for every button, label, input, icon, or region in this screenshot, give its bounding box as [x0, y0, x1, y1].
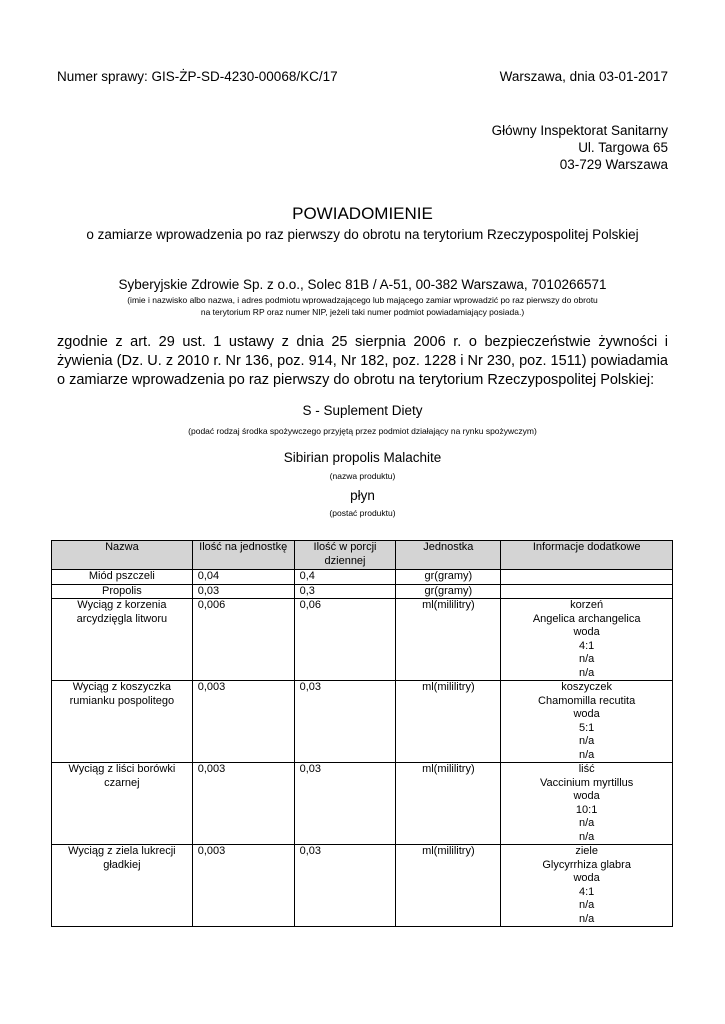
header-name: Nazwa	[52, 541, 193, 570]
recipient-street: Ul. Targowa 65	[578, 140, 668, 155]
food-category: S - Suplement Diety	[302, 403, 423, 418]
cell-per-unit: 0,006	[192, 599, 294, 681]
company-note-line1: (imie i nazwisko albo nazwa, i adres podmiotu wprowadzającego lub mającego zamiar wprowadzić po raz pierwszy do obrotu	[127, 295, 598, 305]
info-extra: n/a	[578, 666, 595, 679]
ingredients-table	[51, 540, 673, 927]
table-row	[52, 845, 673, 927]
table-row	[52, 584, 673, 599]
case-number: Numer sprawy: GIS-ŻP-SD-4230-00068/KC/17	[57, 69, 338, 84]
cell-info	[501, 584, 673, 599]
product-name: Sibirian propolis Malachite	[283, 450, 442, 465]
info-extra: n/a	[578, 735, 595, 747]
cell-per-unit: 0,03	[192, 584, 294, 599]
cell-daily: 0,03	[294, 681, 396, 763]
info-ratio: 10:1	[575, 803, 598, 816]
header-per-unit: Ilość na jednostkę	[192, 541, 294, 570]
info-ratio: 4:1	[578, 885, 595, 898]
table-row	[52, 599, 673, 681]
company-note-line2: na terytorium RP oraz numer NIP, jeżeli taki numer podmiot powiadamiający posiada.)	[200, 307, 525, 317]
cell-name: Miód pszczeli	[52, 570, 193, 585]
cell-unit: gr(gramy)	[396, 570, 501, 585]
notice-subtitle: o zamiarze wprowadzenia po raz pierwszy do obrotu na terytorium Rzeczypospolitej Polskiej	[86, 227, 639, 242]
cell-info	[501, 845, 673, 927]
info-plant-part: ziele	[575, 845, 598, 857]
cell-name: Wyciąg z korzenia arcydzięgla litworu	[52, 599, 193, 681]
cell-name: Propolis	[52, 584, 193, 599]
info-solvent: woda	[573, 708, 600, 720]
table-row	[52, 681, 673, 763]
info-latin-name: Glycyrrhiza glabra	[542, 858, 631, 871]
info-extra: n/a	[578, 912, 595, 925]
info-latin-name: Chamomilla recutita	[538, 694, 636, 707]
info-latin-name: Angelica archangelica	[532, 612, 641, 625]
cell-daily: 0,06	[294, 599, 396, 681]
cell-info	[501, 570, 673, 585]
info-solvent: woda	[573, 790, 600, 802]
cell-name: Wyciąg z ziela lukrecji gładkiej	[52, 845, 193, 927]
cell-unit: ml(mililitry)	[396, 845, 501, 927]
company-line: Syberyjskie Zdrowie Sp. z o.o., Solec 81B / A-51, 00-382 Warszawa, 7010266571	[118, 277, 607, 292]
cell-unit: ml(mililitry)	[396, 599, 501, 681]
cell-daily: 0,03	[294, 763, 396, 845]
cell-info	[501, 681, 673, 763]
cell-daily: 0,3	[294, 584, 396, 599]
cell-per-unit: 0,003	[192, 681, 294, 763]
recipient-city: 03-729 Warszawa	[559, 157, 668, 172]
cell-unit: ml(mililitry)	[396, 681, 501, 763]
cell-unit: gr(gramy)	[396, 584, 501, 599]
cell-daily: 0,03	[294, 845, 396, 927]
cell-daily: 0,4	[294, 570, 396, 585]
info-solvent: woda	[573, 872, 600, 884]
header-info: Informacje dodatkowe	[501, 541, 673, 570]
info-ratio: 5:1	[578, 721, 595, 734]
info-extra: n/a	[578, 817, 595, 829]
legal-paragraph: zgodnie z art. 29 ust. 1 ustawy z dnia 25 sierpnia 2006 r. o bezpieczeństwie żywności i żywienia (Dz. U. z 2010 r. Nr 136, poz. 914, Nr 182, poz. 1228 i Nr 230, poz. 1511) powiadamia o zamiarze wprowadzenia po raz pierwszy do obrotu na terytorium Rzeczypospolitej Polskiej:	[57, 334, 668, 388]
header-unit: Jednostka	[396, 541, 501, 570]
food-category-note: (podać rodzaj środka spożywczego przyjętą przez podmiot działający na rynku spożywczym)	[188, 426, 537, 436]
cell-per-unit: 0,04	[192, 570, 294, 585]
table-row	[52, 763, 673, 845]
product-form-note: (postać produktu)	[329, 508, 396, 518]
product-form: płyn	[350, 488, 375, 503]
table-row	[52, 570, 673, 585]
cell-per-unit: 0,003	[192, 845, 294, 927]
info-extra: n/a	[578, 653, 595, 665]
info-plant-part: koszyczek	[561, 681, 613, 693]
info-solvent: woda	[573, 626, 600, 638]
table-header-row	[52, 541, 673, 570]
info-extra: n/a	[578, 748, 595, 761]
recipient-name: Główny Inspektorat Sanitarny	[491, 123, 668, 138]
recipient-address	[492, 122, 668, 173]
notice-title: POWIADOMIENIE	[292, 204, 433, 223]
place-date: Warszawa, dnia 03-01-2017	[499, 69, 668, 84]
cell-name: Wyciąg z liści borówki czarnej	[52, 763, 193, 845]
cell-info	[501, 763, 673, 845]
info-extra: n/a	[578, 899, 595, 911]
cell-info	[501, 599, 673, 681]
info-plant-part: korzeń	[570, 599, 604, 611]
cell-per-unit: 0,003	[192, 763, 294, 845]
info-extra: n/a	[578, 830, 595, 843]
info-ratio: 4:1	[578, 639, 595, 652]
header-daily: Ilość w porcji dziennej	[294, 541, 396, 570]
company-note	[0, 294, 725, 318]
cell-name: Wyciąg z koszyczka rumianku pospolitego	[52, 681, 193, 763]
info-plant-part: liść	[578, 763, 595, 775]
cell-unit: ml(mililitry)	[396, 763, 501, 845]
product-name-note: (nazwa produktu)	[329, 471, 396, 481]
info-latin-name: Vaccinium myrtillus	[539, 776, 634, 789]
